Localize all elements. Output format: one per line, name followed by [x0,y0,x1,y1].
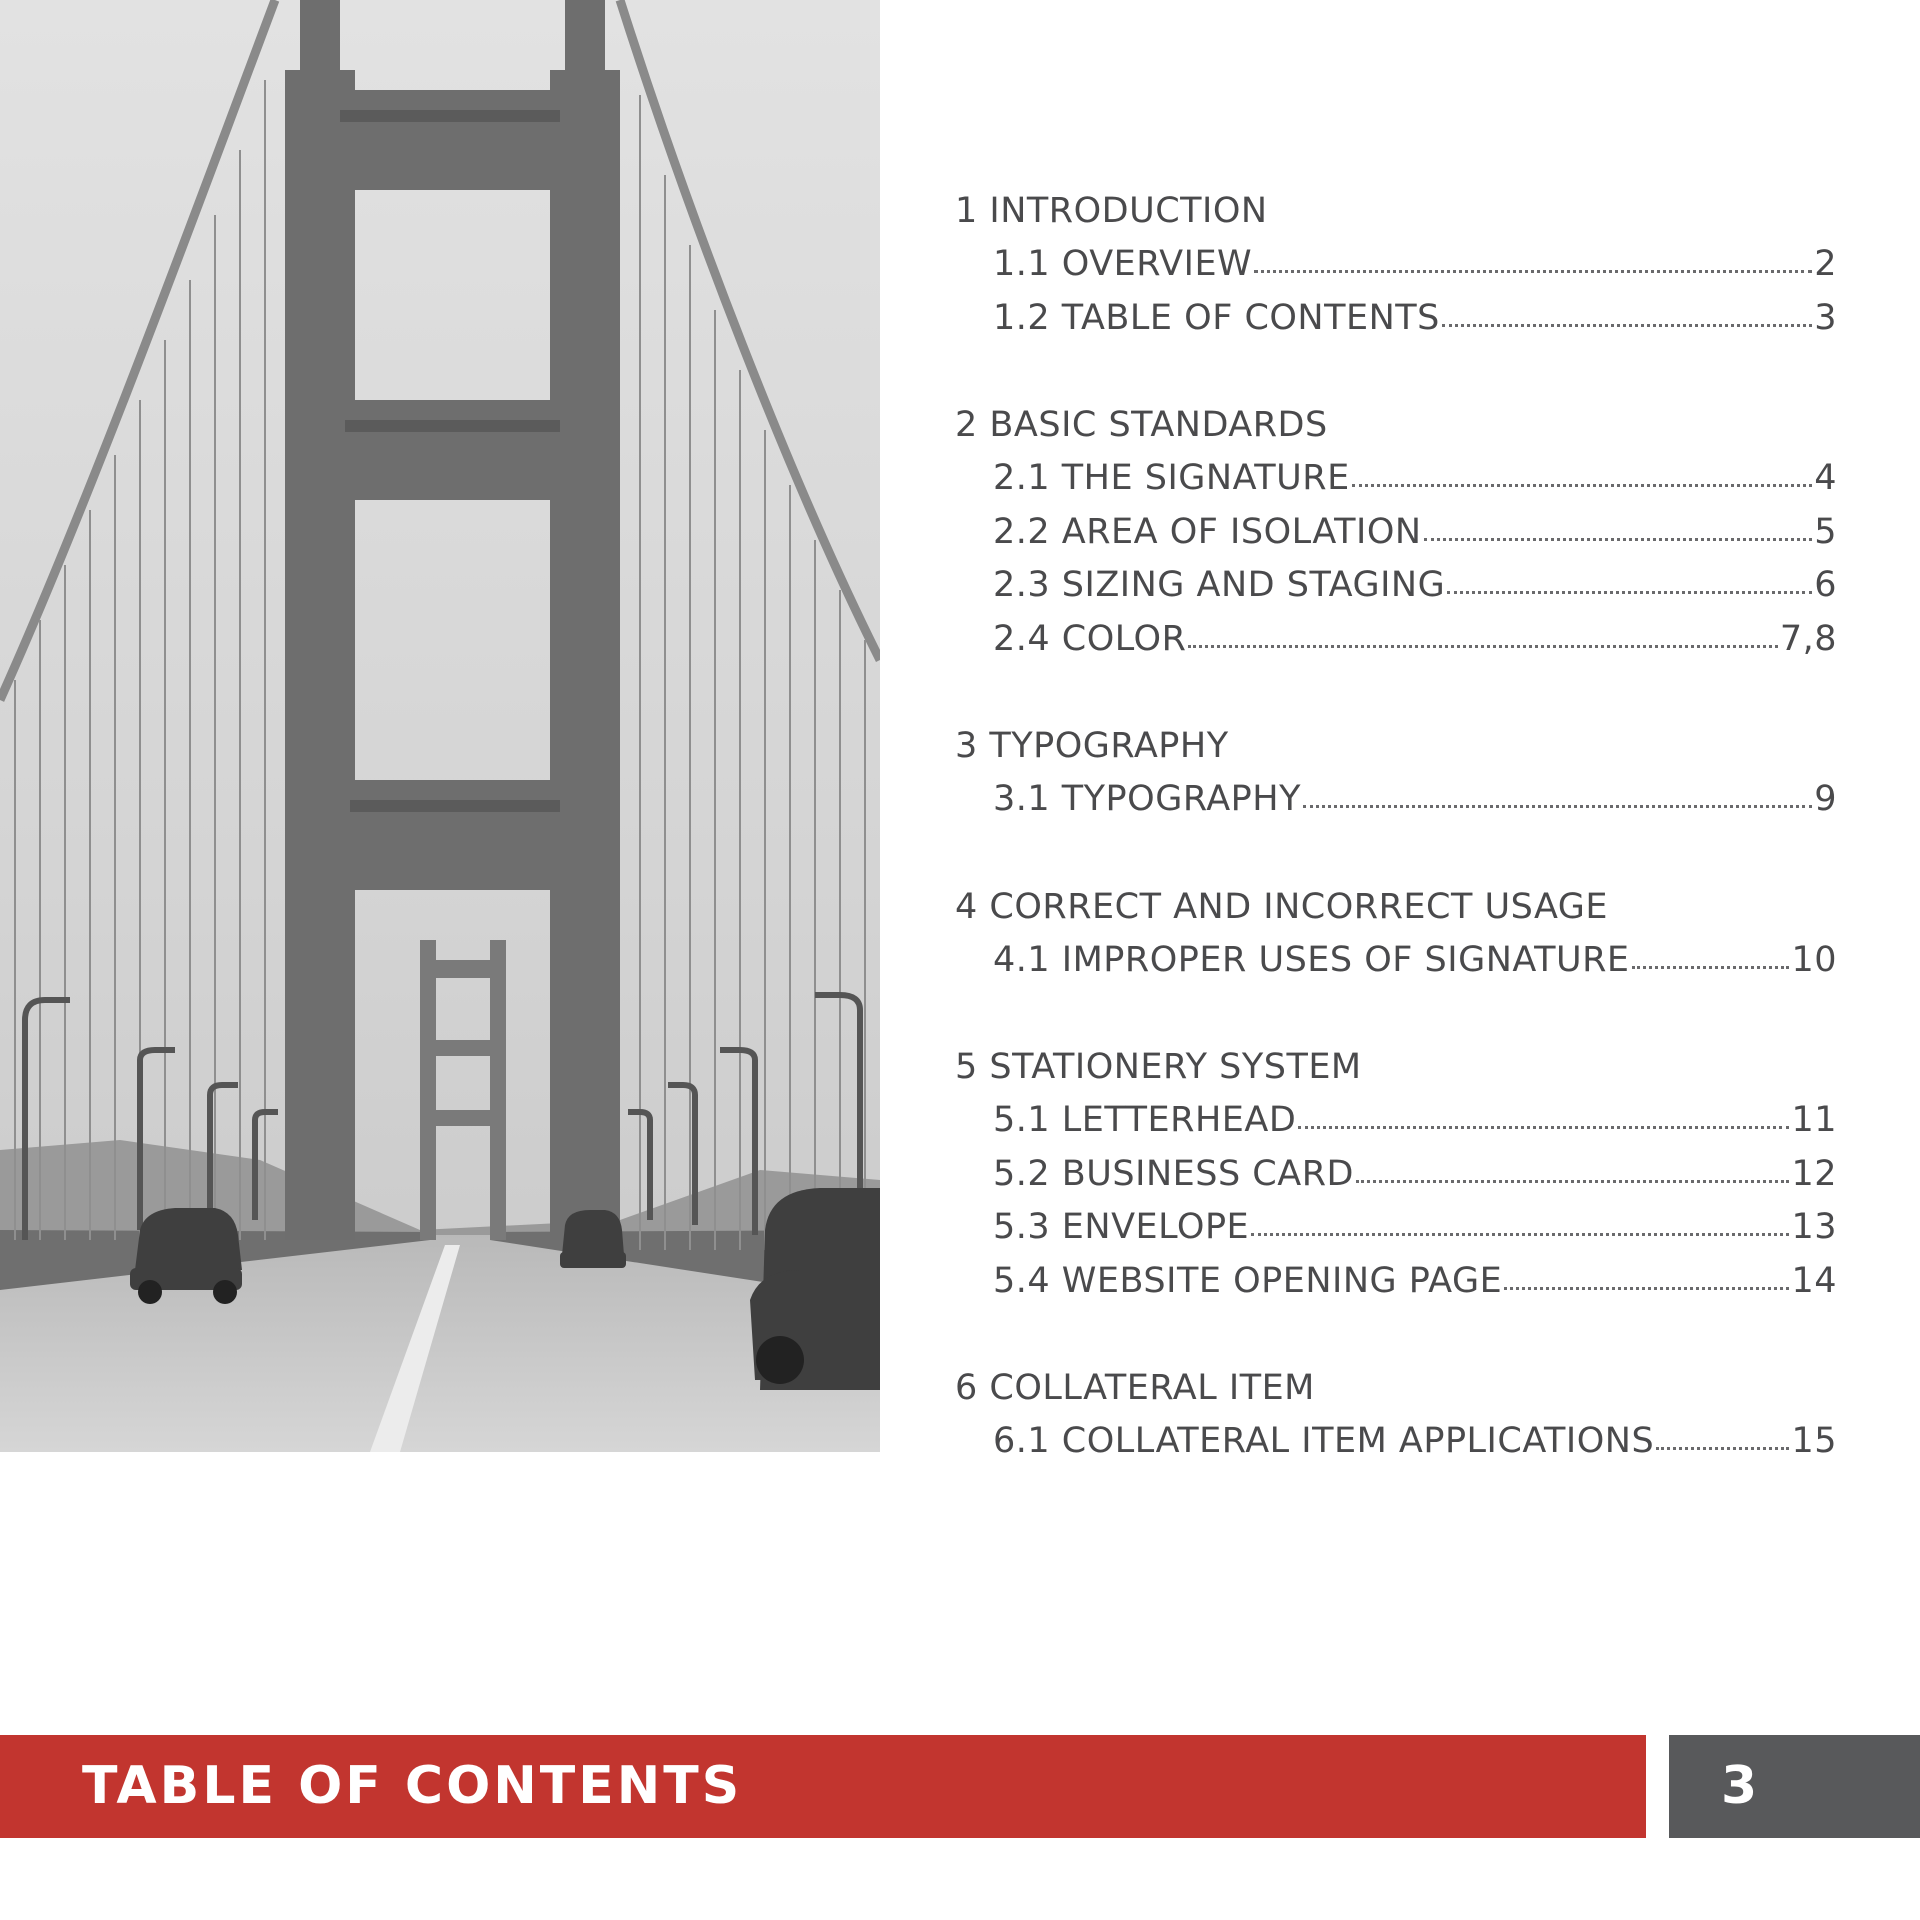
toc-entry[interactable] [955,773,1837,827]
toc-entry-label: 3.1 TYPOGRAPHY [993,779,1301,819]
dot-leader [1352,483,1812,487]
toc-entry-label: 5.3 ENVELOPE [993,1207,1250,1247]
toc-section [955,720,1837,827]
toc-section-heading: 1 INTRODUCTION [955,191,1268,231]
dot-leader [1424,537,1813,541]
page-number-box [1669,1735,1920,1838]
toc-entry[interactable] [955,1415,1837,1469]
toc-entry-page: 5 [1814,511,1837,552]
toc-entry-label: 2.3 SIZING AND STAGING [993,565,1446,605]
toc-entry-label: 5.1 LETTERHEAD [993,1100,1297,1140]
dot-leader [1447,590,1812,594]
dot-leader [1632,965,1790,969]
toc-entry[interactable] [955,292,1837,346]
toc-section-heading: 6 COLLATERAL ITEM [955,1368,1315,1408]
toc-section [955,1362,1837,1469]
dot-leader [1251,1232,1789,1236]
page-number: 3 [1721,1756,1758,1816]
toc-entry-page: 2 [1814,244,1837,284]
toc-entry-page: 14 [1791,1260,1837,1301]
toc-entry-label: 2.2 AREA OF ISOLATION [993,511,1422,552]
dot-leader [1298,1125,1789,1129]
dot-leader [1303,804,1812,808]
toc-entry-label: 1.1 OVERVIEW [993,244,1253,284]
toc-entry-page: 4 [1814,458,1837,498]
toc-entry[interactable] [955,1201,1837,1255]
dot-leader [1656,1446,1789,1450]
toc-entry[interactable] [955,452,1837,506]
toc-entry[interactable] [955,238,1837,292]
toc-section-heading: 5 STATIONERY SYSTEM [955,1047,1362,1087]
toc-entry[interactable] [955,559,1837,613]
toc-entry-page: 15 [1791,1421,1837,1461]
toc-section [955,399,1837,666]
toc-entry-page: 13 [1791,1207,1837,1247]
toc-entry[interactable] [955,1148,1837,1202]
toc-section [955,1041,1837,1308]
toc-section [955,881,1837,988]
toc-entry-page: 3 [1814,297,1837,338]
footer-title-bar [0,1735,1646,1838]
dot-leader [1188,644,1777,648]
toc-entry-label: 4.1 IMPROPER USES OF SIGNATURE [993,939,1630,980]
toc-entry[interactable] [955,934,1837,988]
toc-entry[interactable] [955,1255,1837,1309]
bridge-photo-illustration [0,0,880,1452]
toc-entry[interactable] [955,613,1837,667]
toc-entry-page: 7,8 [1779,618,1837,659]
dot-leader [1356,1179,1789,1183]
toc-entry-page: 9 [1814,779,1837,819]
toc-entry[interactable] [955,1094,1837,1148]
dot-leader [1442,323,1812,327]
toc-entry-label: 5.4 WEBSITE OPENING PAGE [993,1260,1503,1301]
toc-entry-label: 6.1 COLLATERAL ITEM APPLICATIONS [993,1421,1655,1461]
toc-section-heading: 2 BASIC STANDARDS [955,405,1328,445]
dot-leader [1504,1286,1789,1290]
toc-entry-page: 11 [1791,1100,1837,1140]
toc-entry-page: 10 [1791,939,1837,980]
toc-entry-page: 12 [1791,1153,1837,1194]
toc-entry-label: 1.2 TABLE OF CONTENTS [993,297,1440,338]
toc-entry-label: 2.4 COLOR [993,618,1187,659]
toc-section-heading: 3 TYPOGRAPHY [955,726,1229,766]
footer-title: TABLE OF CONTENTS [82,1756,743,1816]
toc-entry-label: 2.1 THE SIGNATURE [993,458,1350,498]
toc-section-heading: 4 CORRECT AND INCORRECT USAGE [955,886,1609,927]
toc-section [955,185,1837,345]
toc-entry[interactable] [955,506,1837,560]
table-of-contents [955,185,1837,1523]
bridge-photo [0,0,880,1452]
toc-entry-label: 5.2 BUSINESS CARD [993,1153,1354,1194]
dot-leader [1254,269,1812,273]
toc-entry-page: 6 [1814,565,1837,605]
